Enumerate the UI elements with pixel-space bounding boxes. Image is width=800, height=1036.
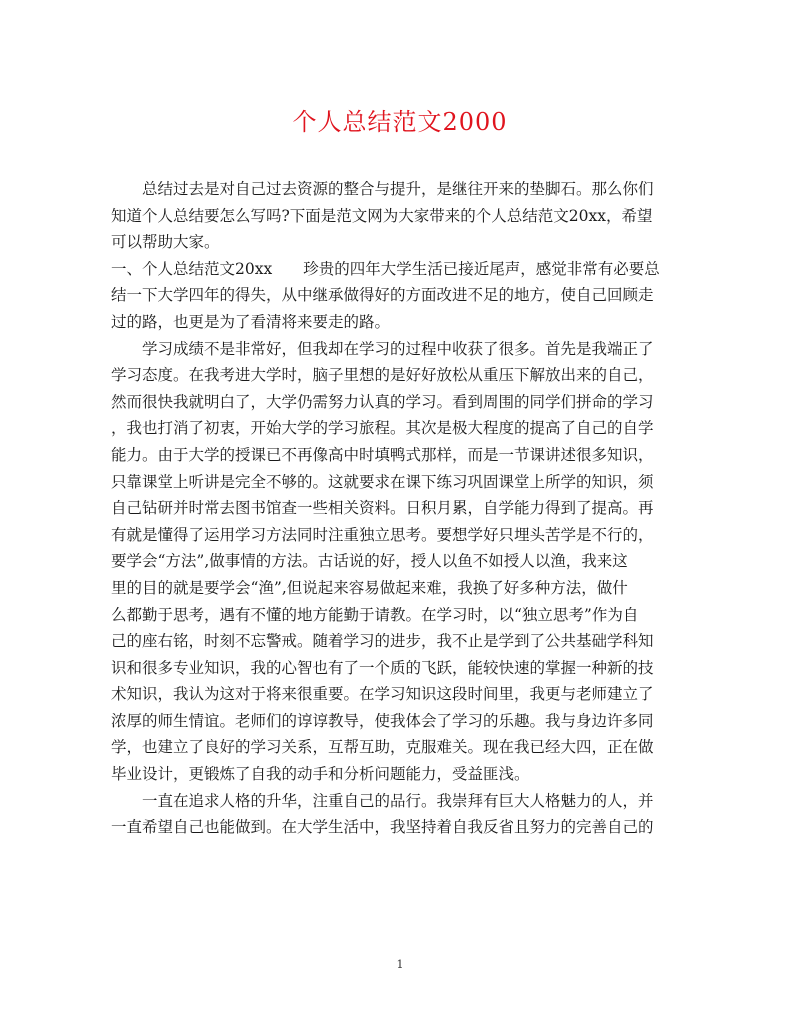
text-line: ，我也打消了初衷，开始大学的学习旅程。其次是极大程度的提高了自己的自学	[111, 419, 654, 438]
text-line: 学，也建立了良好的学习关系，互帮互助，克服难关。现在我已经大四，正在做	[111, 738, 654, 757]
text-line: 学习成绩不是非常好，但我却在学习的过程中收获了很多。首先是我端正了	[111, 339, 654, 358]
text-line: 己的座右铭，时刻不忘警戒。随着学习的进步，我不止是学到了公共基础学科知	[111, 632, 654, 651]
text-line: 么都勤于思考，遇有不懂的地方能勤于请教。在学习时，以“独立思考”作为自	[111, 605, 639, 624]
text-line: 要学会“方法”,做事情的方法。古话说的好，授人以鱼不如授人以渔，我来这	[111, 552, 628, 571]
text-line: 一直在追求人格的升华，注重自己的品行。我崇拜有巨大人格魅力的人，并	[111, 791, 654, 810]
text-line: 术知识，我认为这对于将来很重要。在学习知识这段时间里，我更与老师建立了	[111, 685, 654, 704]
text-line: 过的路，也更是为了看清将来要走的路。	[111, 312, 391, 331]
text-line: 识和很多专业知识，我的心智也有了一个质的飞跃，能较快速的掌握一种新的技	[111, 658, 654, 677]
text-line: 自己钻研并时常去图书馆查一些相关资料。日积月累，自学能力得到了提高。再	[111, 499, 654, 518]
text-line: 总结过去是对自己过去资源的整合与提升，是继往开来的垫脚石。那么你们	[111, 180, 654, 198]
text-line: 可以帮助大家。	[111, 233, 220, 252]
text-line: 一、个人总结范文20xx 珍贵的四年大学生活已接近尾声，感觉非常有必要总	[111, 259, 660, 278]
text-line: 里的目的就是要学会“渔”,但说起来容易做起来难，我换了好多种方法，做什	[111, 578, 628, 597]
text-line: 一直希望自己也能做到。在大学生活中，我坚持着自我反省且努力的完善自己的	[111, 818, 654, 837]
text-line: 学习态度。在我考进大学时，脑子里想的是好好放松从重压下解放出来的自己，	[111, 366, 654, 385]
text-line: 毕业设计，更锻炼了自我的动手和分析问题能力，受益匪浅。	[111, 765, 530, 784]
text-line: 能力。由于大学的授课已不再像高中时填鸭式那样，而是一节课讲述很多知识，	[111, 445, 654, 464]
document-body	[111, 176, 675, 841]
text-line: 有就是懂得了运用学习方法同时注重独立思考。要想学好只埋头苦学是不行的，	[111, 525, 654, 544]
text-line: 浓厚的师生情谊。老师们的谆谆教导，使我体会了学习的乐趣。我与身边许多同	[111, 711, 654, 730]
text-line: 然而很快我就明白了，大学仍需努力认真的学习。看到周围的同学们拼命的学习	[111, 392, 654, 411]
page-number: 1	[396, 958, 404, 971]
text-line: 只靠课堂上听讲是完全不够的。这就要求在课下练习巩固课堂上所学的知识，须	[111, 472, 654, 491]
text-line: 结一下大学四年的得失，从中继承做得好的方面改进不足的地方，使自己回顾走	[111, 286, 654, 305]
document-title: 个人总结范文2000	[292, 108, 508, 136]
text-line: 知道个人总结要怎么写吗?下面是范文网为大家带来的个人总结范文20xx，希望	[111, 206, 653, 225]
